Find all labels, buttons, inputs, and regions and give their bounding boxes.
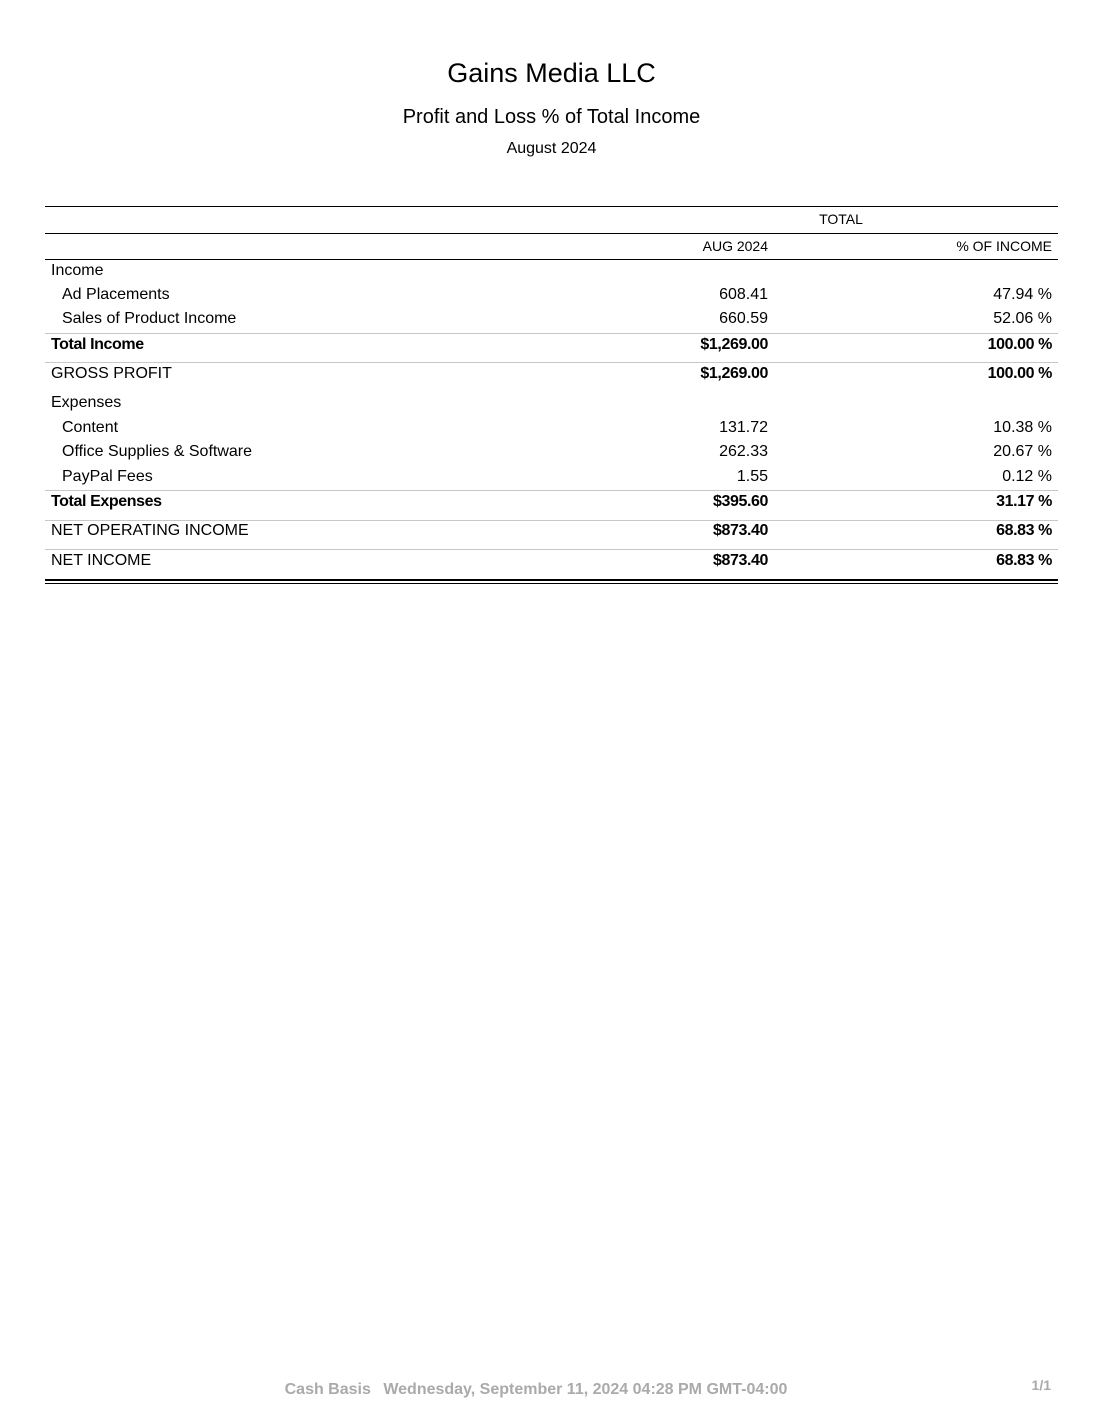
row-percent: 100.00 % <box>987 336 1052 353</box>
report-title: Profit and Loss % of Total Income <box>402 106 701 128</box>
table-top-rule <box>45 206 1058 207</box>
row-amount: 608.41 <box>719 286 768 303</box>
net-operating-income-row <box>45 520 1058 542</box>
company-name: Gains Media LLC <box>447 58 656 88</box>
row-amount: 1.55 <box>736 468 768 485</box>
total-income-row <box>45 334 1058 356</box>
section-header-expenses <box>45 392 1058 414</box>
row-amount: $873.40 <box>712 522 768 539</box>
accounting-basis: Cash Basis <box>284 1381 371 1398</box>
row-amount: $1,269.00 <box>700 336 768 353</box>
row-percent: 47.94 % <box>993 286 1052 303</box>
row-amount: 131.72 <box>719 419 768 436</box>
row-label: Content <box>62 419 119 436</box>
row-percent: 31.17 % <box>996 493 1052 510</box>
report-period: August 2024 <box>506 140 597 157</box>
row-percent: 68.83 % <box>996 552 1052 569</box>
net-income-row <box>45 550 1058 572</box>
table-bottom-double-rule <box>45 579 1058 584</box>
table-row <box>45 441 1058 463</box>
row-label: GROSS PROFIT <box>51 365 172 382</box>
section-label: Expenses <box>51 394 122 411</box>
section-header-income <box>45 260 1058 282</box>
column-header-percent: % OF INCOME <box>956 238 1052 254</box>
row-label: Office Supplies & Software <box>62 443 253 460</box>
row-amount: $1,269.00 <box>700 365 768 382</box>
table-row <box>45 284 1058 306</box>
row-percent: 52.06 % <box>993 310 1052 327</box>
table-row <box>45 308 1058 330</box>
row-percent: 100.00 % <box>987 365 1052 382</box>
row-amount: 660.59 <box>719 310 768 327</box>
group-header-rule <box>45 233 1058 234</box>
report-footer <box>0 1380 1072 1400</box>
row-label: Sales of Product Income <box>62 310 237 327</box>
gross-profit-row <box>45 363 1058 385</box>
row-amount: 262.33 <box>719 443 768 460</box>
row-percent: 20.67 % <box>993 443 1052 460</box>
row-percent: 0.12 % <box>1002 468 1052 485</box>
row-label: Total Expenses <box>51 493 162 510</box>
section-label: Income <box>51 262 104 279</box>
row-amount: $395.60 <box>712 493 768 510</box>
generated-timestamp: Wednesday, September 11, 2024 04:28 PM GMT-04:00 <box>383 1381 788 1398</box>
row-percent: 68.83 % <box>996 522 1052 539</box>
table-row <box>45 466 1058 488</box>
row-amount: $873.40 <box>712 552 768 569</box>
row-label: PayPal Fees <box>62 468 153 485</box>
page-number: 1/1 <box>1031 1377 1051 1393</box>
row-label: Total Income <box>51 336 144 353</box>
total-group-header: TOTAL <box>819 211 863 227</box>
column-header-amount: AUG 2024 <box>702 238 768 254</box>
row-label: NET OPERATING INCOME <box>51 522 249 539</box>
row-percent: 10.38 % <box>993 419 1052 436</box>
row-label: Ad Placements <box>62 286 170 303</box>
total-expenses-row <box>45 491 1058 513</box>
table-row <box>45 417 1058 439</box>
row-label: NET INCOME <box>51 552 152 569</box>
